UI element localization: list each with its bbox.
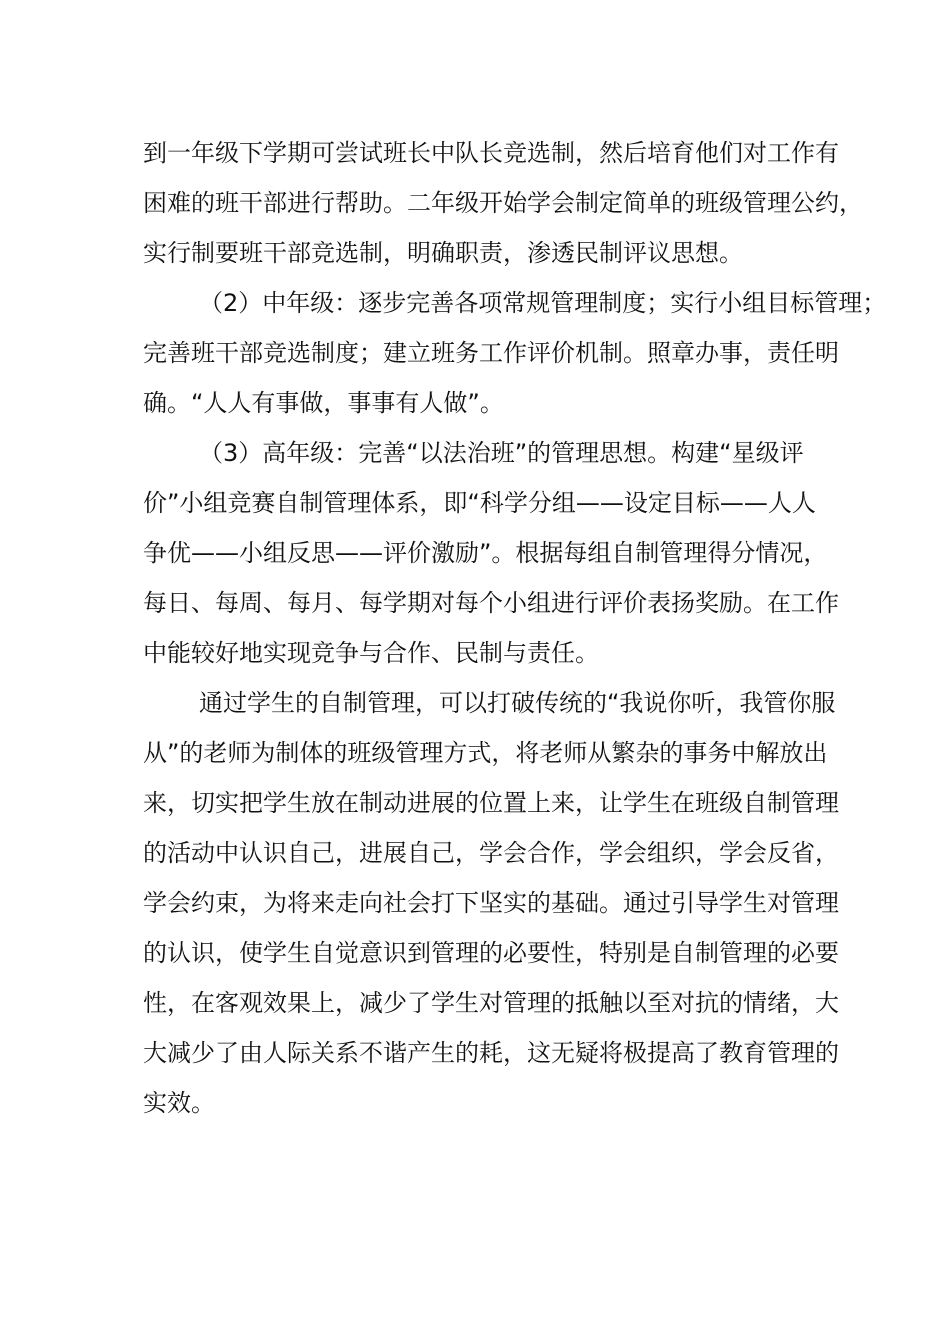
text-line: 从”的老师为制体的班级管理方式，将老师从繁杂的事务中解放出 xyxy=(143,739,828,767)
text-line: 大减少了由人际关系不谐产生的耗，这无疑将极提高了教育管理的 xyxy=(143,1039,839,1067)
text-line: 价”小组竞赛自制管理体系，即“科学分组——设定目标——人人 xyxy=(143,489,816,517)
paragraph-start-line: （3）高年级：完善“以法治班”的管理思想。构建“星级评 xyxy=(199,439,804,467)
text-line: 的活动中认识自己，进展自己，学会合作，学会组织，学会反省， xyxy=(143,839,839,867)
text-line: 困难的班干部进行帮助。二年级开始学会制定简单的班级管理公约， xyxy=(143,189,863,217)
text-line: 完善班干部竞选制度；建立班务工作评价机制。照章办事，责任明 xyxy=(143,339,839,367)
text-line: 每日、每周、每月、每学期对每个小组进行评价表扬奖励。在工作 xyxy=(143,589,839,617)
text-line: 来，切实把学生放在制动进展的位置上来，让学生在班级自制管理 xyxy=(143,789,839,817)
text-line: 中能较好地实现竞争与合作、民制与责任。 xyxy=(143,639,599,667)
document-body xyxy=(143,128,887,1128)
paragraph-start-line: （2）中年级：逐步完善各项常规管理制度；实行小组目标管理； xyxy=(199,289,887,317)
paragraph-start-line: 通过学生的自制管理，可以打破传统的“我说你听，我管你服 xyxy=(199,689,836,717)
text-line: 的认识，使学生自觉意识到管理的必要性，特别是自制管理的必要 xyxy=(143,939,839,967)
text-line: 性，在客观效果上，减少了学生对管理的抵触以至对抗的情绪，大 xyxy=(143,989,839,1017)
text-line: 实行制要班干部竞选制，明确职责，渗透民制评议思想。 xyxy=(143,239,743,267)
text-line: 实效。 xyxy=(143,1089,215,1117)
text-line: 到一年级下学期可尝试班长中队长竞选制，然后培育他们对工作有 xyxy=(143,139,839,167)
text-line: 确。“人人有事做，事事有人做”。 xyxy=(143,389,504,417)
text-line: 争优——小组反思——评价激励”。根据每组自制管理得分情况， xyxy=(143,539,828,567)
text-line: 学会约束，为将来走向社会打下坚实的基础。通过引导学生对管理 xyxy=(143,889,839,917)
